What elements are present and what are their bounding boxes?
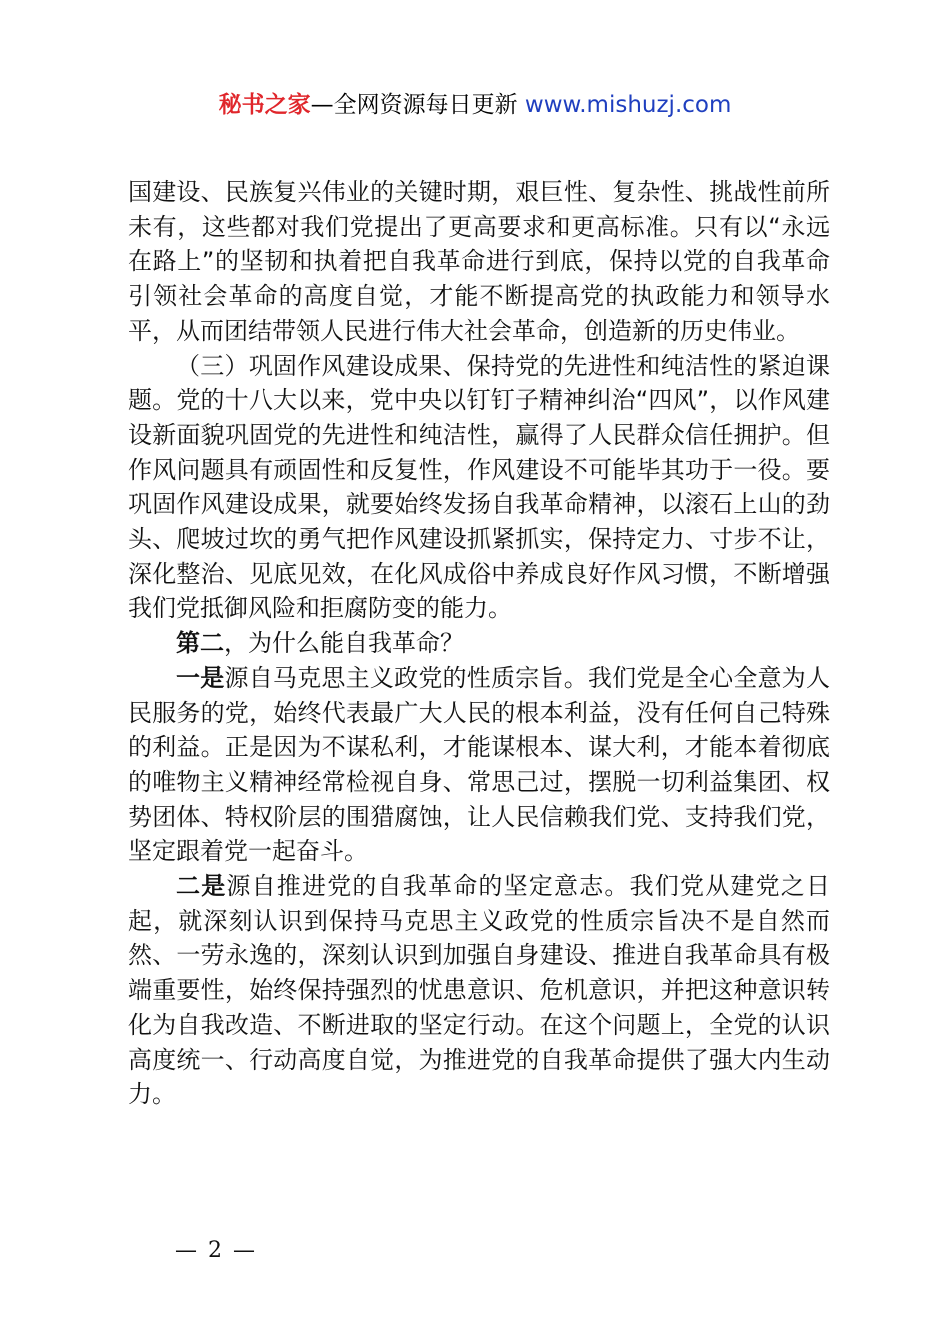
page-header [0,90,950,120]
paragraph-point-one [128,661,830,869]
paragraph-text: （三）巩固作风建设成果、保持党的先进性和纯洁性的紧迫课题。党的十八大以来，党中央以钉钉子精神纠治“四风”，以作风建设新面貌巩固党的先进性和纯洁性，赢得了人民群众信任拥护。但作风问题具有顽固性和反复性，作风建设不可能毕其功于一役。要巩固作风建设成果，就要始终发扬自我革命精神，以滚石上山的劲头、爬坡过坎的勇气把作风建设抓紧抓实，保持定力、寸步不让，深化整治、见底见效，在化风成俗中养成良好作风习惯，不断增强我们党抵御风险和拒腐防变的能力。 [128,351,830,623]
paragraph-text: 国建设、民族复兴伟业的关键时期，艰巨性、复杂性、挑战性前所未有，这些都对我们党提出了更高要求和更高标准。只有以“永远在路上”的坚韧和执着把自我革命进行到底，保持以党的自我革命引领社会革命的高度自觉，才能不断提高党的执政能力和领导水平，从而团结带领人民进行伟大社会革命，创造新的历史伟业。 [128,178,830,345]
paragraph-lead: 一是 [176,663,225,692]
paragraph-text: 源自马克思主义政党的性质宗旨。我们党是全心全意为人民服务的党，始终代表最广大人民的根本利益，没有任何自己特殊的利益。正是因为不谋私利，才能谋根本、谋大利，才能本着彻底的唯物主义精神经常检视自身、常思己过，摆脱一切利益集团、权势团体、特权阶层的围猎腐蚀，让人民信赖我们党、支持我们党，坚定跟着党一起奋斗。 [128,663,831,866]
paragraph-continuation [128,175,830,349]
paragraph-lead: 第二 [176,629,224,658]
page-number: — 2 — [175,1238,257,1263]
paragraph-item-three [128,349,830,627]
header-url-link[interactable]: www.mishuzj.com [524,92,732,118]
paragraph-text: ，为什么能自我革命？ [224,629,464,658]
paragraph-text: 源自推进党的自我革命的坚定意志。我们党从建党之日起，就深刻认识到保持马克思主义政党的性质宗旨决不是自然而然、一劳永逸的，深刻认识到加强自身建设、推进自我革命具有极端重要性，始终保持强烈的忧患意识、危机意识，并把这种意识转化为自我改造、不断进取的坚定行动。在这个问题上，全党的认识高度统一、行动高度自觉，为推进党的自我革命提供了强大内生动力。 [128,872,831,1109]
header-brand: 秘书之家 [218,92,311,118]
paragraph-lead: 二是 [176,872,227,901]
section-heading-second [128,626,830,661]
document-body [128,175,830,1112]
header-tagline: —全网资源每日更新 [310,92,525,118]
paragraph-point-two [128,869,830,1112]
